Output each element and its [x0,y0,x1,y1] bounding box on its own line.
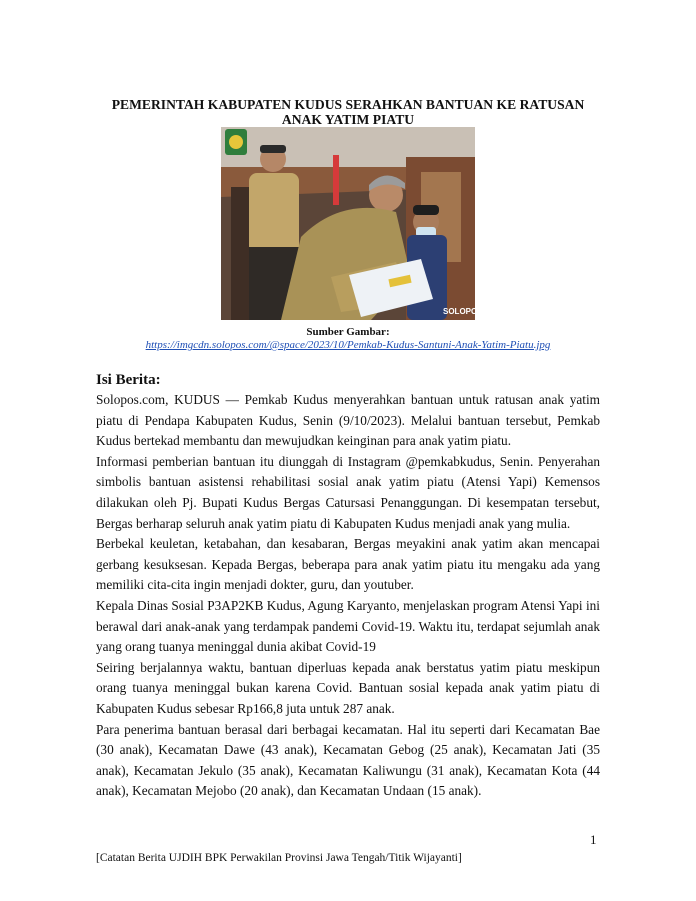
page-number: 1 [590,832,597,847]
body-paragraph: Para penerima bantuan berasal dari berbagai kecamatan. Hal itu seperti dari Kecamatan Bae (30 anak), Kecamatan Dawe (43 anak), Kecamatan Gebog (25 anak), Kecamatan Jati (35 anak), Kecamatan Jekulo (35 anak), Kecamatan Kaliwungu (31 anak), Kecamatan Kota (44 anak), Kecamatan Mejobo (20 anak), dan Kecamatan Undaan (15 anak). [96,721,600,799]
image-caption-label: Sumber Gambar: [306,326,390,338]
body-paragraph: Solopos.com, KUDUS — Pemkab Kudus menyerahkan bantuan untuk ratusan anak yatim piatu di Pendapa Kabupaten Kudus, Senin (9/10/2023). Melalui bantuan tersebut, Pemkab Kudus bertekad membantu dan mewujudkan keinginan para anak yatim piatu. [96,392,600,449]
body-paragraph: Seiring berjalannya waktu, bantuan diperluas kepada anak berstatus yatim piatu meskipun orang tuanya meninggal bukan karena Covid. Bantuan sosial kepada anak yatim piatu di Kabupaten Kudus sebesar Rp166,8 juta untuk 287 anak. [96,659,600,716]
section-heading: Isi Berita: [96,372,161,388]
page-footer: [Catatan Berita UJDIH BPK Perwakilan Provinsi Jawa Tengah/Titik Wijayanti] [96,852,462,864]
body-paragraph: Kepala Dinas Sosial P3AP2KB Kudus, Agung Karyanto, menjelaskan program Atensi Yapi ini berawal dari anak-anak yang terdampak pandemi Covid-19. Waktu itu, terdapat sejumlah anak yang orang tuanya meninggal dunia akibat Covid-19 [96,597,600,655]
image-watermark: SOLOPOS [443,307,483,316]
body-paragraph: Informasi pemberian bantuan itu diunggah di Instagram @pemkabkudus, Senin. Penyerahan simbolis bantuan asistensi rehabilitasi sosial anak yatim piatu (Atensi Yapi) Kemensos dilakukan oleh Pj. Bupati Kudus Bergas Catursasi Penanggungan. Di kesempatan tersebut, Bergas berharap seluruh anak yatim piatu di Kabupaten Kudus menjadi anak yang mulia. [96,453,600,531]
article-title-line-2: ANAK YATIM PIATU [281,112,415,127]
body-paragraph: Berbekal keuletan, ketabahan, dan kesabaran, Bergas meyakini anak yatim akan mencapai gerbang kesuksesan. Kepada Bergas, beberapa para anak yatim piatu itu mengaku ada yang memiliki cita-cita ingin menjadi dokter, guru, dan youtuber. [96,536,600,593]
image-source-link[interactable]: https://imgcdn.solopos.com/@space/2023/10/Pemkab-Kudus-Santuni-Anak-Yatim-Piatu.jpg [145,339,551,351]
article-title [96,97,600,127]
news-photo [221,127,483,320]
article-title-line-1: PEMERINTAH KABUPATEN KUDUS SERAHKAN BANTUAN KE RATUSAN [111,97,585,112]
article-body [96,390,600,802]
